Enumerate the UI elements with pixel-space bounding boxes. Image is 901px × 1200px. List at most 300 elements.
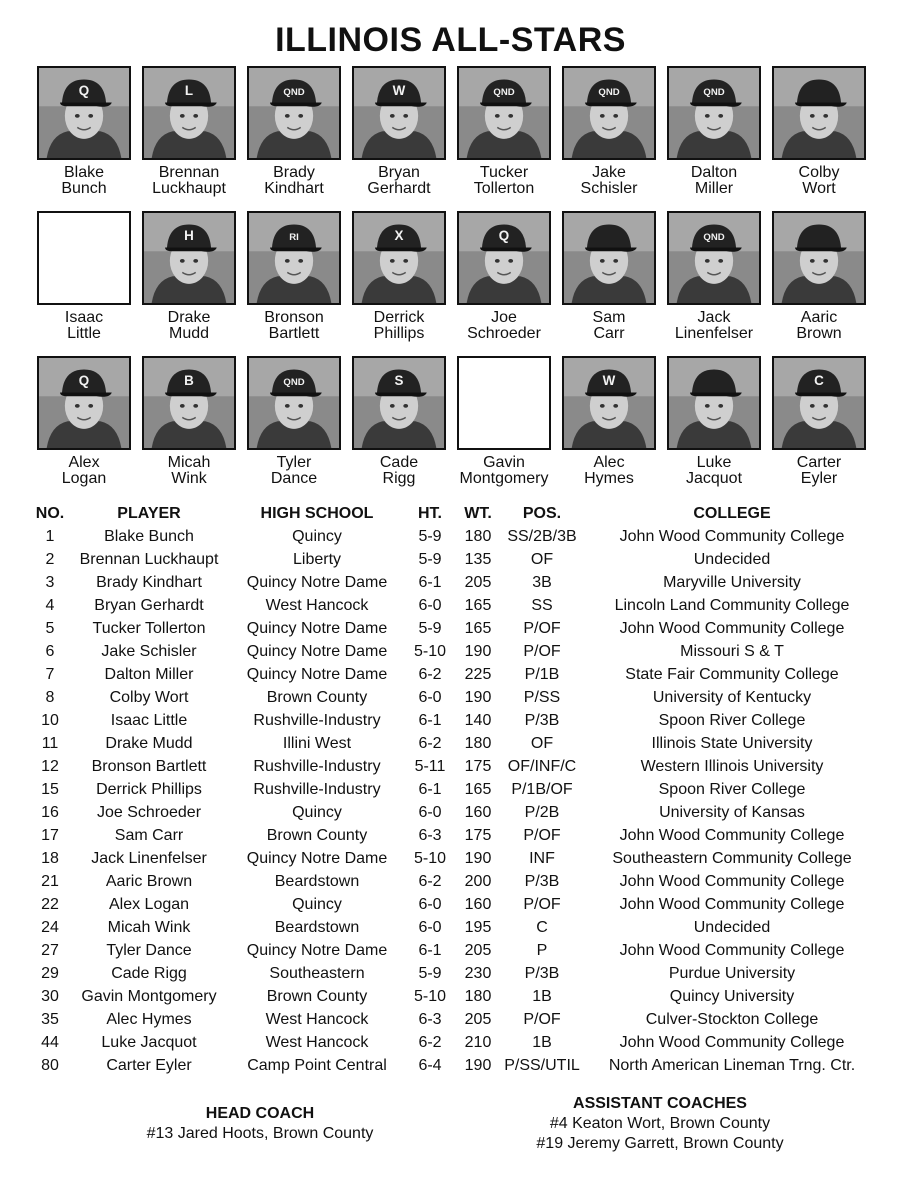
cell-player: Bronson Bartlett — [91, 758, 207, 775]
player-card — [770, 66, 868, 197]
cell-number: 17 — [41, 827, 59, 844]
player-card-name: Luke Jacquot — [685, 454, 743, 487]
player-photo — [142, 66, 236, 160]
cell-high-school: Beardstown — [274, 919, 360, 936]
cell-college: University of Kentucky — [652, 689, 812, 706]
player-photo — [352, 211, 446, 305]
table-row — [0, 755, 901, 778]
player-photo — [352, 66, 446, 160]
cell-height: 5-9 — [418, 620, 442, 637]
cell-position: P/OF — [523, 1011, 561, 1028]
table-row — [0, 824, 901, 847]
cell-weight: 190 — [464, 643, 492, 660]
player-card — [140, 211, 238, 342]
cell-high-school: Quincy Notre Dame — [246, 620, 388, 637]
assistant-coaches-block — [470, 1094, 850, 1154]
table-row — [0, 916, 901, 939]
cell-player: Tyler Dance — [106, 942, 192, 959]
cell-weight: 175 — [464, 758, 492, 775]
svg-text:QND: QND — [493, 86, 515, 98]
table-row — [0, 594, 901, 617]
player-photo — [457, 211, 551, 305]
player-card — [665, 211, 763, 342]
cell-height: 6-2 — [418, 735, 442, 752]
player-photo — [37, 356, 131, 450]
player-portrait — [669, 358, 759, 448]
cell-player: Bryan Gerhardt — [94, 597, 204, 614]
cell-player: Carter Eyler — [106, 1057, 192, 1074]
cell-high-school: Rushville-Industry — [253, 712, 381, 729]
header-high-school: HIGH SCHOOL — [260, 505, 374, 522]
player-card-name: Sam Carr — [592, 309, 626, 342]
cell-position: SS/2B/3B — [507, 528, 577, 545]
player-card-name: Carter Eyler — [796, 454, 842, 487]
cell-number: 35 — [41, 1011, 59, 1028]
cell-player: Micah Wink — [107, 919, 191, 936]
player-card — [245, 211, 343, 342]
cell-player: Isaac Little — [110, 712, 188, 729]
cell-weight: 180 — [464, 528, 492, 545]
player-card-name: Dalton Miller — [690, 164, 738, 197]
cell-weight: 210 — [464, 1034, 492, 1051]
player-photo — [772, 211, 866, 305]
cell-player: Alec Hymes — [106, 1011, 192, 1028]
table-row — [0, 893, 901, 916]
cell-height: 6-2 — [418, 1034, 442, 1051]
cell-number: 8 — [45, 689, 55, 706]
cell-number: 15 — [41, 781, 59, 798]
cell-high-school: Quincy Notre Dame — [246, 574, 388, 591]
cell-height: 6-1 — [418, 574, 442, 591]
cell-position: 1B — [532, 1034, 552, 1051]
table-row — [0, 801, 901, 824]
cell-player: Aaric Brown — [105, 873, 193, 890]
player-card-name: Tucker Tollerton — [473, 164, 535, 197]
player-portrait — [669, 68, 759, 158]
cell-college: Quincy University — [669, 988, 795, 1005]
cell-high-school: Brown County — [266, 827, 368, 844]
player-card — [455, 356, 553, 487]
table-row — [0, 686, 901, 709]
cell-number: 27 — [41, 942, 59, 959]
cell-high-school: Quincy Notre Dame — [246, 643, 388, 660]
cell-weight: 180 — [464, 735, 492, 752]
cell-college: Missouri S & T — [680, 643, 784, 660]
header-position: POS. — [522, 505, 562, 522]
player-photo — [562, 66, 656, 160]
player-card-name: Jack Linenfelser — [674, 309, 754, 342]
player-portrait — [354, 358, 444, 448]
cell-college: John Wood Community College — [619, 896, 845, 913]
cell-position: P/OF — [523, 643, 561, 660]
cell-height: 6-0 — [418, 804, 442, 821]
cell-position: OF — [530, 735, 554, 752]
player-card — [140, 356, 238, 487]
player-card — [560, 66, 658, 197]
cell-player: Alex Logan — [108, 896, 190, 913]
cell-college: Purdue University — [668, 965, 796, 982]
cell-high-school: Brown County — [266, 689, 368, 706]
player-portrait — [249, 68, 339, 158]
cell-number: 4 — [45, 597, 55, 614]
player-card-name: Blake Bunch — [61, 164, 107, 197]
cell-weight: 205 — [464, 942, 492, 959]
table-row — [0, 1008, 901, 1031]
player-portrait — [354, 213, 444, 303]
player-card-name: Alec Hymes — [584, 454, 634, 487]
cell-high-school: Southeastern — [269, 965, 365, 982]
cell-college: Lincoln Land Community College — [614, 597, 850, 614]
cell-weight: 205 — [464, 574, 492, 591]
cell-college: John Wood Community College — [619, 873, 845, 890]
cell-height: 6-0 — [418, 896, 442, 913]
cell-weight: 195 — [464, 919, 492, 936]
svg-text:H: H — [184, 227, 194, 243]
player-card — [350, 356, 448, 487]
svg-text:QND: QND — [703, 231, 725, 243]
player-card — [140, 66, 238, 197]
cell-height: 5-11 — [414, 758, 446, 775]
cell-number: 44 — [41, 1034, 59, 1051]
player-photo — [37, 66, 131, 160]
cell-weight: 200 — [464, 873, 492, 890]
player-portrait — [564, 68, 654, 158]
cell-player: Tucker Tollerton — [92, 620, 206, 637]
cell-position: P/1B/OF — [511, 781, 573, 798]
svg-text:S: S — [394, 372, 404, 388]
player-card-name: Cade Rigg — [379, 454, 419, 487]
player-photo — [457, 66, 551, 160]
player-portrait — [459, 213, 549, 303]
player-photo — [772, 66, 866, 160]
cell-height: 6-3 — [418, 1011, 442, 1028]
player-photo — [247, 356, 341, 450]
svg-text:B: B — [184, 372, 194, 388]
header-player: PLAYER — [117, 505, 181, 522]
cell-height: 5-9 — [418, 528, 442, 545]
svg-text:Q: Q — [498, 227, 510, 243]
cell-player: Jack Linenfelser — [91, 850, 207, 867]
assistant-coach-1: #4 Keaton Wort, Brown County — [549, 1115, 771, 1132]
player-portrait — [564, 358, 654, 448]
cell-height: 6-1 — [418, 942, 442, 959]
table-row — [0, 663, 901, 686]
player-portrait — [564, 213, 654, 303]
player-card — [560, 356, 658, 487]
header-height: HT. — [418, 505, 442, 522]
player-card-name: Brennan Luckhaupt — [152, 164, 226, 197]
table-row — [0, 985, 901, 1008]
assistant-coaches-label: ASSISTANT COACHES — [573, 1095, 747, 1112]
cell-position: 3B — [532, 574, 552, 591]
cell-college: Undecided — [693, 919, 771, 936]
cell-high-school: Quincy — [292, 896, 342, 913]
cell-player: Blake Bunch — [104, 528, 194, 545]
player-photo-grid — [0, 66, 901, 496]
cell-college: State Fair Community College — [625, 666, 839, 683]
player-photo — [667, 356, 761, 450]
player-card-name: Jake Schisler — [580, 164, 638, 197]
player-card-name: Colby Wort — [798, 164, 840, 197]
head-coach-block — [100, 1104, 420, 1144]
player-photo — [562, 211, 656, 305]
player-portrait — [249, 213, 339, 303]
player-photo — [667, 211, 761, 305]
cell-position: P/3B — [524, 873, 560, 890]
cell-college: John Wood Community College — [619, 827, 845, 844]
cell-weight: 205 — [464, 1011, 492, 1028]
cell-college: Undecided — [693, 551, 771, 568]
svg-text:C: C — [814, 372, 824, 388]
table-row — [0, 962, 901, 985]
player-card — [245, 66, 343, 197]
cell-position: C — [536, 919, 548, 936]
player-card-name: Gavin Montgomery — [459, 454, 549, 487]
blank-photo — [457, 356, 551, 450]
player-portrait — [249, 358, 339, 448]
cell-weight: 160 — [464, 896, 492, 913]
svg-text:QND: QND — [283, 86, 305, 98]
cell-position: P/OF — [523, 620, 561, 637]
cell-player: Colby Wort — [109, 689, 189, 706]
cell-position: SS — [531, 597, 553, 614]
cell-high-school: West Hancock — [265, 1011, 369, 1028]
player-card-name: Joe Schroeder — [467, 309, 541, 342]
cell-height: 6-0 — [418, 689, 442, 706]
cell-college: North American Lineman Trng. Ctr. — [608, 1057, 856, 1074]
cell-player: Joe Schroeder — [96, 804, 202, 821]
cell-high-school: Quincy — [292, 804, 342, 821]
cell-college: Illinois State University — [651, 735, 813, 752]
cell-weight: 225 — [464, 666, 492, 683]
cell-number: 6 — [45, 643, 55, 660]
cell-college: Maryville University — [663, 574, 801, 591]
svg-text:QND: QND — [283, 376, 305, 388]
cell-position: P/SS — [523, 689, 561, 706]
cell-high-school: Beardstown — [274, 873, 360, 890]
player-photo — [352, 356, 446, 450]
player-card-name: Micah Wink — [167, 454, 211, 487]
cell-college: John Wood Community College — [619, 942, 845, 959]
cell-position: P/2B — [524, 804, 560, 821]
cell-number: 10 — [41, 712, 59, 729]
player-card-name: Derrick Phillips — [373, 309, 425, 342]
svg-text:W: W — [392, 82, 406, 98]
table-row — [0, 571, 901, 594]
table-row — [0, 1031, 901, 1054]
cell-high-school: Rushville-Industry — [253, 758, 381, 775]
cell-position: P/OF — [523, 896, 561, 913]
table-row — [0, 847, 901, 870]
table-row — [0, 732, 901, 755]
cell-college: Spoon River College — [658, 781, 806, 798]
header-college: COLLEGE — [693, 505, 771, 522]
svg-text:L: L — [184, 82, 194, 98]
cell-position: P/3B — [524, 712, 560, 729]
cell-high-school: West Hancock — [265, 597, 369, 614]
table-row — [0, 548, 901, 571]
cell-high-school: Liberty — [292, 551, 342, 568]
table-row — [0, 525, 901, 548]
cell-position: INF — [529, 850, 555, 867]
cell-high-school: Illini West — [282, 735, 352, 752]
cell-player: Dalton Miller — [104, 666, 194, 683]
player-card — [35, 356, 133, 487]
cell-weight: 160 — [464, 804, 492, 821]
table-row — [0, 1054, 901, 1077]
cell-height: 6-1 — [418, 781, 442, 798]
cell-number: 3 — [45, 574, 55, 591]
cell-college: Culver-Stockton College — [645, 1011, 819, 1028]
cell-high-school: Rushville-Industry — [253, 781, 381, 798]
cell-height: 6-2 — [418, 873, 442, 890]
table-row — [0, 939, 901, 962]
cell-college: Southeastern Community College — [612, 850, 852, 867]
svg-text:QND: QND — [598, 86, 620, 98]
cell-player: Brady Kindhart — [96, 574, 202, 591]
player-photo — [142, 211, 236, 305]
player-portrait — [774, 358, 864, 448]
player-photo — [247, 211, 341, 305]
cell-number: 30 — [41, 988, 59, 1005]
player-portrait — [459, 68, 549, 158]
table-row — [0, 640, 901, 663]
table-row — [0, 709, 901, 732]
player-portrait — [144, 358, 234, 448]
cell-weight: 190 — [464, 689, 492, 706]
player-card-name: Alex Logan — [61, 454, 107, 487]
header-no: NO. — [35, 505, 65, 522]
cell-height: 6-4 — [418, 1057, 442, 1074]
cell-height: 5-10 — [413, 850, 447, 867]
head-coach-label: HEAD COACH — [205, 1105, 315, 1122]
cell-college: Spoon River College — [658, 712, 806, 729]
player-portrait — [774, 213, 864, 303]
cell-weight: 175 — [464, 827, 492, 844]
table-row — [0, 778, 901, 801]
cell-height: 6-0 — [418, 919, 442, 936]
cell-number: 5 — [45, 620, 55, 637]
cell-number: 29 — [41, 965, 59, 982]
player-portrait — [39, 358, 129, 448]
cell-weight: 190 — [464, 850, 492, 867]
player-portrait — [354, 68, 444, 158]
svg-text:X: X — [394, 227, 404, 243]
cell-height: 5-9 — [418, 965, 442, 982]
player-photo — [667, 66, 761, 160]
header-weight: WT. — [464, 505, 492, 522]
svg-text:Q: Q — [78, 82, 90, 98]
table-header-row — [0, 502, 901, 525]
cell-position: P/3B — [524, 965, 560, 982]
player-card-name: Bryan Gerhardt — [367, 164, 431, 197]
cell-height: 6-3 — [418, 827, 442, 844]
cell-high-school: Camp Point Central — [247, 1057, 387, 1074]
player-portrait — [39, 68, 129, 158]
cell-weight: 180 — [464, 988, 492, 1005]
cell-weight: 165 — [464, 620, 492, 637]
player-card-name: Drake Mudd — [167, 309, 211, 342]
cell-weight: 140 — [464, 712, 492, 729]
cell-number: 11 — [41, 735, 59, 752]
cell-player: Cade Rigg — [111, 965, 187, 982]
player-card — [770, 356, 868, 487]
cell-position: P/OF — [523, 827, 561, 844]
cell-height: 5-10 — [413, 988, 447, 1005]
cell-high-school: Quincy Notre Dame — [246, 666, 388, 683]
cell-number: 2 — [45, 551, 55, 568]
player-card — [350, 66, 448, 197]
player-portrait — [144, 213, 234, 303]
player-portrait — [669, 213, 759, 303]
cell-height: 6-0 — [418, 597, 442, 614]
cell-college: University of Kansas — [659, 804, 805, 821]
player-photo — [142, 356, 236, 450]
player-photo — [772, 356, 866, 450]
cell-player: Brennan Luckhaupt — [79, 551, 219, 568]
cell-height: 6-1 — [418, 712, 442, 729]
cell-player: Jake Schisler — [101, 643, 197, 660]
table-row — [0, 617, 901, 640]
cell-college: John Wood Community College — [619, 1034, 845, 1051]
svg-text:RI: RI — [289, 231, 299, 243]
cell-weight: 190 — [464, 1057, 492, 1074]
cell-player: Luke Jacquot — [101, 1034, 197, 1051]
cell-number: 1 — [45, 528, 55, 545]
player-card — [455, 211, 553, 342]
cell-high-school: Brown County — [266, 988, 368, 1005]
player-card-name: Isaac Little — [64, 309, 104, 342]
cell-high-school: Quincy Notre Dame — [246, 850, 388, 867]
cell-position: P — [536, 942, 548, 959]
svg-text:Q: Q — [78, 372, 90, 388]
player-card — [770, 211, 868, 342]
svg-text:W: W — [602, 372, 616, 388]
cell-high-school: West Hancock — [265, 1034, 369, 1051]
cell-college: John Wood Community College — [619, 528, 845, 545]
player-card-name: Tyler Dance — [270, 454, 318, 487]
cell-college: John Wood Community College — [619, 620, 845, 637]
player-card-name: Brady Kindhart — [264, 164, 324, 197]
player-card — [35, 211, 133, 342]
cell-position: P/SS/UTIL — [504, 1057, 580, 1074]
cell-high-school: Quincy — [292, 528, 342, 545]
player-card-name: Bronson Bartlett — [264, 309, 324, 342]
cell-number: 18 — [41, 850, 59, 867]
cell-height: 5-9 — [418, 551, 442, 568]
cell-weight: 230 — [464, 965, 492, 982]
cell-number: 21 — [41, 873, 59, 890]
player-card — [35, 66, 133, 197]
player-portrait — [144, 68, 234, 158]
cell-number: 16 — [41, 804, 59, 821]
cell-player: Sam Carr — [114, 827, 184, 844]
page-title: ILLINOIS ALL-STARS — [275, 21, 626, 59]
cell-player: Derrick Phillips — [96, 781, 202, 798]
head-coach-name: #13 Jared Hoots, Brown County — [146, 1125, 374, 1142]
player-photo — [562, 356, 656, 450]
cell-number: 24 — [41, 919, 59, 936]
table-row — [0, 870, 901, 893]
assistant-coach-2: #19 Jeremy Garrett, Brown County — [536, 1135, 784, 1152]
svg-text:QND: QND — [703, 86, 725, 98]
player-card — [245, 356, 343, 487]
cell-weight: 165 — [464, 781, 492, 798]
cell-college: Western Illinois University — [640, 758, 824, 775]
player-card — [560, 211, 658, 342]
cell-position: 1B — [532, 988, 552, 1005]
cell-position: OF/INF/C — [507, 758, 577, 775]
